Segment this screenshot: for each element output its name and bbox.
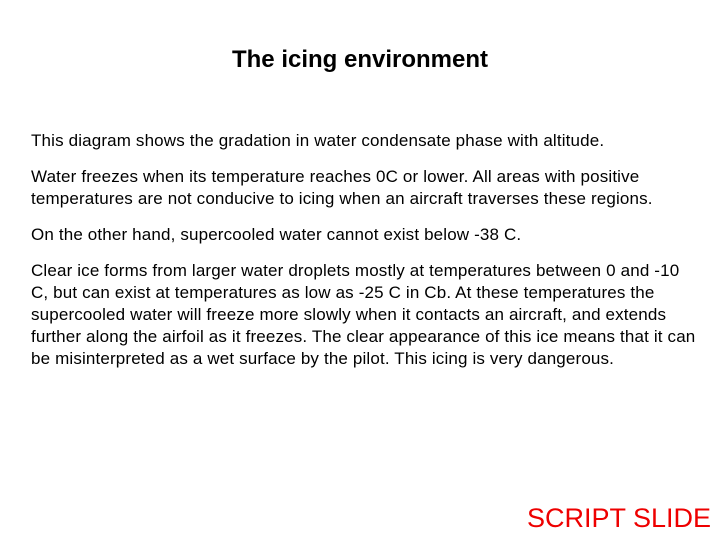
script-slide-label: SCRIPT SLIDE: [526, 503, 711, 533]
slide-title: The icing environment: [231, 46, 489, 73]
paragraph-supercooled: On the other hand, supercooled water cannot exist below -38 C.: [31, 225, 522, 244]
paragraph-freezing: Water freezes when its temperature reaches 0C or lower. All areas with positive temperatures are not conducive to icing when an aircraft traverses these regions.: [31, 167, 653, 208]
paragraph-clear-ice: Clear ice forms from larger water droplets mostly at temperatures between 0 and -10 C, but can exist at temperatures as low as -25 C in Cb. At these temperatures the supercooled water will freeze more slowly when it contacts an aircraft, and extends further along the airfoil as it freezes. The clear appearance of this ice means that it can be misinterpreted as a wet surface by the pilot. This icing is very dangerous.: [31, 261, 696, 368]
slide-body: [31, 130, 701, 384]
paragraph-diagram-intro: This diagram shows the gradation in water condensate phase with altitude.: [31, 131, 605, 150]
